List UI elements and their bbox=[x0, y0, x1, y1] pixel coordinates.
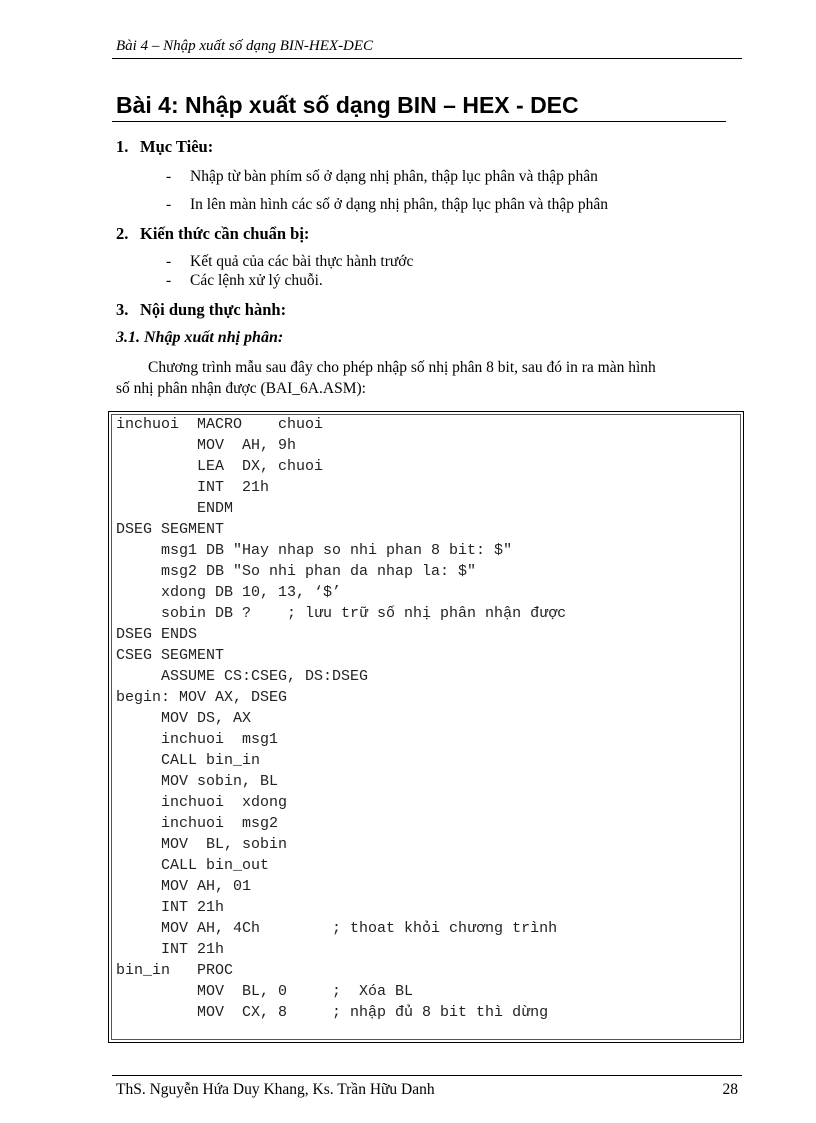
code-line: MOV CX, 8 ; nhập đủ 8 bit thì dừng bbox=[116, 1004, 549, 1021]
bullet-dash: - bbox=[166, 168, 172, 185]
intro-line: số nhị phân nhận được (BAI_6A.ASM): bbox=[116, 380, 366, 397]
code-line: MOV AH, 9h bbox=[116, 437, 297, 454]
code-listing bbox=[116, 414, 566, 1023]
footer-rule bbox=[112, 1075, 742, 1076]
code-line: DSEG ENDS bbox=[116, 626, 198, 643]
code-line: LEA DX, chuoi bbox=[116, 458, 324, 475]
intro-line: Chương trình mẫu sau đây cho phép nhập số nhị phân 8 bit, sau đó in ra màn hình bbox=[148, 359, 656, 376]
list-item-text: Kết quả của các bài thực hành trước bbox=[190, 253, 414, 270]
section-objectives-heading bbox=[116, 137, 213, 157]
code-line: INT 21h bbox=[116, 479, 270, 496]
code-line: MOV AH, 4Ch ; thoat khỏi chương trình bbox=[116, 920, 558, 937]
code-line: sobin DB ? ; lưu trữ số nhị phân nhận được bbox=[116, 605, 567, 622]
list-item bbox=[166, 272, 323, 290]
section-number: 3. bbox=[116, 300, 129, 319]
code-line: MOV BL, sobin bbox=[116, 836, 288, 853]
section-heading-text: Nội dung thực hành: bbox=[140, 300, 287, 319]
list-item-text: Các lệnh xử lý chuỗi. bbox=[190, 272, 323, 289]
footer-author: ThS. Nguyễn Hứa Duy Khang, Ks. Trần Hữu Danh bbox=[116, 1081, 435, 1098]
code-line: inchuoi xdong bbox=[116, 794, 288, 811]
code-line: MOV DS, AX bbox=[116, 710, 252, 727]
page-title: Bài 4: Nhập xuất số dạng BIN – HEX - DEC bbox=[116, 92, 579, 118]
section-heading-text: Mục Tiêu: bbox=[140, 137, 214, 156]
code-line: msg1 DB "Hay nhap so nhi phan 8 bit: $" bbox=[116, 542, 513, 559]
list-item bbox=[166, 196, 608, 214]
section-number: 2. bbox=[116, 224, 129, 243]
subsection-heading: 3.1. Nhập xuất nhị phân: bbox=[116, 329, 284, 346]
code-line: CALL bin_out bbox=[116, 857, 270, 874]
bullet-dash: - bbox=[166, 196, 172, 213]
code-line: INT 21h bbox=[116, 941, 225, 958]
code-line: inchuoi msg2 bbox=[116, 815, 279, 832]
code-line: ENDM bbox=[116, 500, 234, 517]
section-number: 1. bbox=[116, 137, 129, 156]
running-header: Bài 4 – Nhập xuất số dạng BIN-HEX-DEC bbox=[116, 38, 374, 54]
list-item bbox=[166, 253, 413, 271]
code-line: MOV sobin, BL bbox=[116, 773, 279, 790]
section-heading-text: Kiến thức cần chuẩn bị: bbox=[140, 224, 310, 243]
title-underline bbox=[112, 121, 726, 122]
list-item bbox=[166, 168, 598, 186]
code-line: CALL bin_in bbox=[116, 752, 261, 769]
code-line: begin: MOV AX, DSEG bbox=[116, 689, 288, 706]
section-content-heading bbox=[116, 300, 286, 320]
list-item-text: In lên màn hình các số ở dạng nhị phân, thập lục phân và thập phân bbox=[190, 196, 608, 213]
header-rule bbox=[112, 58, 742, 59]
section-prerequisites-heading bbox=[116, 224, 309, 244]
page-number: 28 bbox=[722, 1081, 738, 1098]
code-line: MOV AH, 01 bbox=[116, 878, 252, 895]
bullet-dash: - bbox=[166, 272, 172, 289]
code-line: ASSUME CS:CSEG, DS:DSEG bbox=[116, 668, 369, 685]
code-line: DSEG SEGMENT bbox=[116, 521, 225, 538]
code-line: xdong DB 10, 13, ‘$’ bbox=[116, 584, 342, 601]
code-line: inchuoi msg1 bbox=[116, 731, 279, 748]
code-line: bin_in PROC bbox=[116, 962, 234, 979]
code-line: inchuoi MACRO chuoi bbox=[116, 416, 324, 433]
code-line: MOV BL, 0 ; Xóa BL bbox=[116, 983, 414, 1000]
code-line: INT 21h bbox=[116, 899, 225, 916]
code-line: msg2 DB "So nhi phan da nhap la: $" bbox=[116, 563, 477, 580]
intro-paragraph bbox=[116, 357, 740, 399]
code-line: CSEG SEGMENT bbox=[116, 647, 225, 664]
bullet-dash: - bbox=[166, 253, 172, 270]
list-item-text: Nhập từ bàn phím số ở dạng nhị phân, thập lục phân và thập phân bbox=[190, 168, 598, 185]
